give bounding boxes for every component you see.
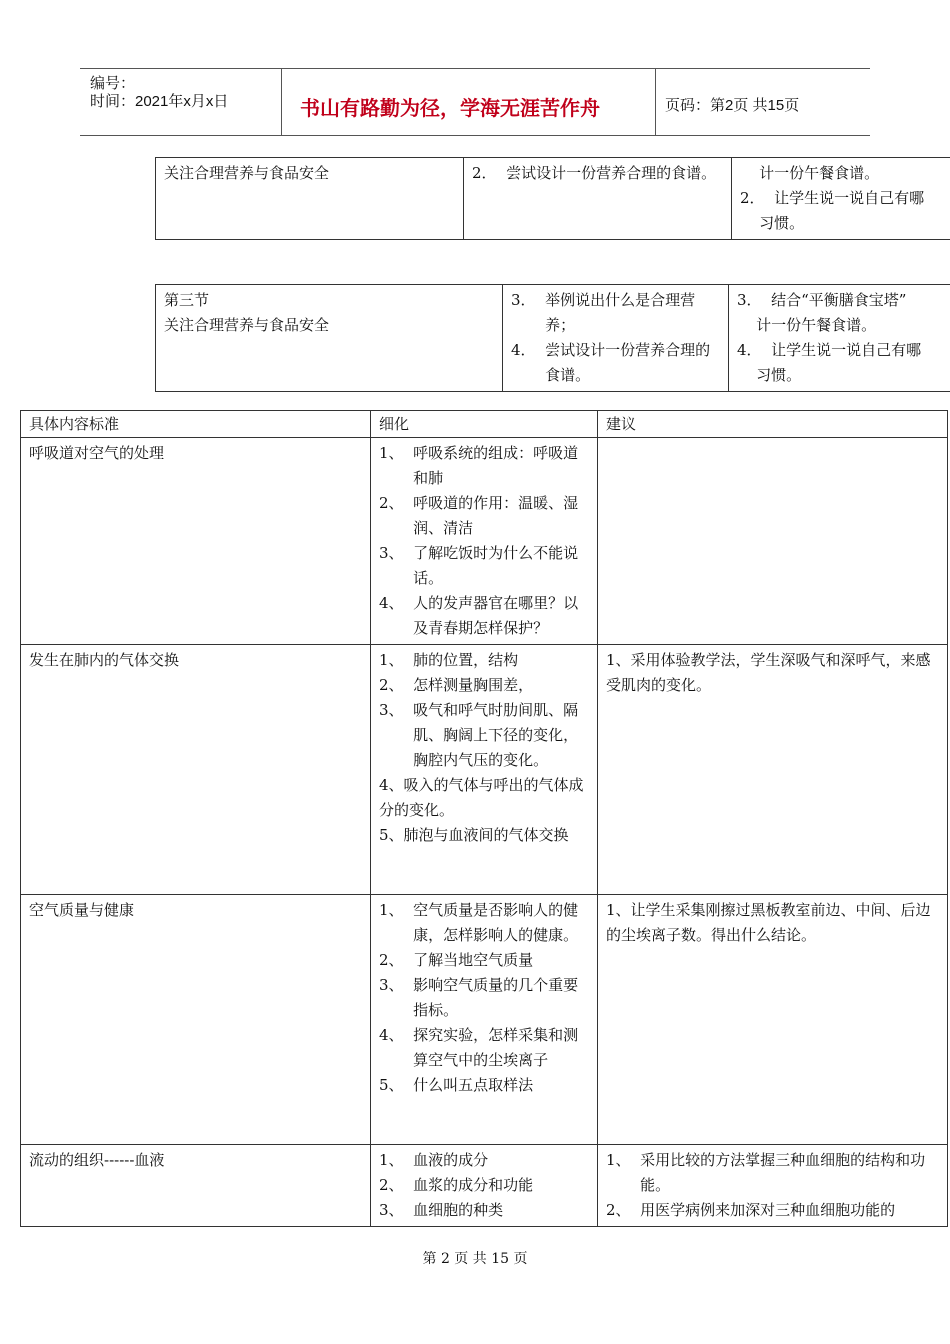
list-item-number: 1、: [379, 1151, 414, 1169]
list-item: [379, 648, 589, 673]
table-content-standards: [20, 410, 948, 1227]
table2-cell-activities: [729, 285, 950, 392]
table1-cell-activities: [732, 158, 950, 240]
list-item-number: 4、: [379, 1026, 414, 1044]
list-item-number: 4．: [511, 341, 546, 359]
list-item: [606, 1198, 939, 1223]
list-item-text: 吸气和呼气时肋间肌、隔肌、胸阔上下径的变化，胸腔内气压的变化。: [413, 701, 579, 769]
table1-cell-objectives: [464, 158, 732, 240]
table2-section-title: 关注合理营养与食品安全: [164, 316, 330, 334]
list-item-number: 1、: [379, 901, 414, 919]
list-item-text: 采用比较的方法掌握三种血细胞的结构和功能。: [640, 1151, 926, 1194]
list-item: [379, 541, 589, 591]
column-header-suggestion: 建议: [598, 411, 948, 438]
list-item-text: 影响空气质量的几个重要指标。: [413, 976, 579, 1019]
table-section-three: [155, 284, 950, 392]
list-item-text: 空气质量是否影响人的健康，怎样影响人的健康。: [413, 901, 579, 944]
list-item-number: 4．: [737, 341, 772, 359]
list-item-number: 2、: [606, 1201, 641, 1219]
list-item-number: 2．: [740, 189, 775, 207]
row-details: [371, 895, 598, 1145]
list-item: [379, 441, 589, 491]
list-item-number: 3、: [379, 1201, 414, 1219]
list-item-number: [737, 313, 756, 338]
row-details: [371, 645, 598, 895]
list-item-number: 3．: [511, 291, 546, 309]
list-item-number: [740, 211, 759, 236]
list-item: [740, 186, 947, 211]
list-item: [379, 948, 589, 973]
list-item-number: 2．: [472, 164, 507, 182]
table-row: [21, 895, 948, 1145]
list-item-text: 怎样测量胸围差，: [413, 676, 534, 694]
list-item-number: 1、: [379, 444, 414, 462]
list-item-number: 3、: [379, 544, 414, 562]
list-item: [379, 1198, 589, 1223]
list-item-text: 用医学病例来加深对三种血细胞功能的: [640, 1201, 896, 1219]
list-item-number: 2、: [379, 494, 414, 512]
list-item-text: 探究实验，怎样采集和测算空气中的尘埃离子: [413, 1026, 579, 1069]
list-item: [606, 1148, 939, 1198]
row-suggestions: [598, 438, 948, 645]
list-item-text: 让学生说一说自己有哪: [771, 341, 922, 359]
list-item-number: 2、: [379, 1176, 414, 1194]
list-item-text: 肺的位置，结构: [413, 651, 519, 669]
list-item-number: 3．: [737, 291, 772, 309]
list-item: [379, 491, 589, 541]
row-suggestions: [598, 1145, 948, 1227]
list-item-text: 让学生说一说自己有哪: [774, 189, 925, 207]
row-topic: 空气质量与健康: [21, 895, 371, 1145]
list-item-text: 什么叫五点取样法: [413, 1076, 534, 1094]
list-item-text: 习惯。: [759, 214, 805, 232]
list-item: [379, 698, 589, 773]
list-item: [737, 288, 947, 313]
list-item-number: 3、: [379, 976, 414, 994]
list-item-text: 5、肺泡与血液间的气体交换: [379, 826, 569, 844]
list-item: [379, 1173, 589, 1198]
list-item-text: 人的发声器官在哪里？以及青春期怎样保护？: [413, 594, 579, 637]
table-row: [21, 438, 948, 645]
list-item-number: [740, 161, 759, 186]
column-header-detail: 细化: [371, 411, 598, 438]
list-item-number: 3、: [379, 701, 414, 719]
list-item-number: 1、: [379, 651, 414, 669]
list-item-text: 习惯。: [756, 366, 802, 384]
list-item-text: 计一份午餐食谱。: [759, 164, 880, 182]
row-details: [371, 438, 598, 645]
list-item-text: 尝试设计一份营养合理的食谱。: [506, 164, 717, 182]
list-item-text: 了解吃饭时为什么不能说话。: [413, 544, 579, 587]
header-divider-left: [281, 68, 282, 136]
column-header-standard: 具体内容标准: [21, 411, 371, 438]
table1-cell-topic: 关注合理营养与食品安全: [156, 158, 464, 240]
list-item-text: 血细胞的种类: [413, 1201, 504, 1219]
list-item-number: 2、: [379, 951, 414, 969]
list-item-number: 5、: [379, 1076, 414, 1094]
list-item-text: 4、吸入的气体与呼出的气体成分的变化。: [379, 776, 584, 819]
list-item: [737, 313, 947, 338]
list-item-text: 了解当地空气质量: [413, 951, 534, 969]
list-item: [606, 898, 939, 948]
list-item-number: 2、: [379, 676, 414, 694]
list-item-number: [737, 363, 756, 388]
table-row: [21, 645, 948, 895]
list-item-text: 血浆的成分和功能: [413, 1176, 534, 1194]
list-item: [606, 648, 939, 698]
list-item: [740, 211, 947, 236]
list-item: [379, 591, 589, 641]
header-divider-right: [655, 68, 656, 136]
row-details: [371, 1145, 598, 1227]
list-item: [379, 673, 589, 698]
table2-cell-objectives: [503, 285, 729, 392]
list-item: [379, 898, 589, 948]
header-motto: 书山有路勤为径，学海无涯苦作舟: [300, 98, 600, 120]
list-item: [379, 773, 589, 823]
list-item: [379, 1148, 589, 1173]
list-item-text: 呼吸道的作用：温暖、湿润、清洁: [413, 494, 579, 537]
list-item: [737, 338, 947, 363]
page-footer: 第 2 页 共 15 页: [422, 1251, 528, 1267]
list-item: [740, 161, 947, 186]
list-item-text: 尝试设计一份营养合理的食谱。: [545, 341, 711, 384]
list-item: [472, 161, 723, 186]
header-time-label: 时间：2021年x月x日: [90, 93, 229, 110]
list-item-number: 1、: [606, 1151, 641, 1169]
list-item-number: 4、: [379, 594, 414, 612]
header-bottom-rule: [80, 135, 870, 136]
row-topic: 呼吸道对空气的处理: [21, 438, 371, 645]
row-topic: 发生在肺内的气体交换: [21, 645, 371, 895]
row-topic: 流动的组织------血液: [21, 1145, 371, 1227]
list-item-text: 血液的成分: [413, 1151, 489, 1169]
list-item-text: 呼吸系统的组成：呼吸道和肺: [413, 444, 579, 487]
header-top-rule: [80, 68, 870, 69]
list-item: [379, 1023, 589, 1073]
header-page-label: 页码：第2页 共15页: [665, 97, 800, 114]
row-suggestions: [598, 645, 948, 895]
list-item-text: 计一份午餐食谱。: [756, 316, 877, 334]
list-item-text: 举例说出什么是合理营养；: [545, 291, 696, 334]
list-item: [379, 973, 589, 1023]
list-item-text: 1、采用体验教学法，学生深吸气和深呼气，来感受肌肉的变化。: [606, 651, 931, 694]
table2-cell-topic: [156, 285, 503, 392]
header-number-label: 编号：: [90, 75, 136, 92]
list-item: [511, 338, 720, 388]
list-item: [379, 1073, 589, 1098]
table2-section-label: 第三节: [164, 291, 210, 309]
table-row: [21, 1145, 948, 1227]
list-item-text: 1、让学生采集刚擦过黑板教室前边、中间、后边的尘埃离子数。得出什么结论。: [606, 901, 931, 944]
list-item: [379, 823, 589, 848]
list-item: [737, 363, 947, 388]
list-item: [511, 288, 720, 338]
row-suggestions: [598, 895, 948, 1145]
list-item-text: 结合“平衡膳食宝塔”: [771, 291, 907, 309]
table-continued-top: [155, 157, 950, 240]
